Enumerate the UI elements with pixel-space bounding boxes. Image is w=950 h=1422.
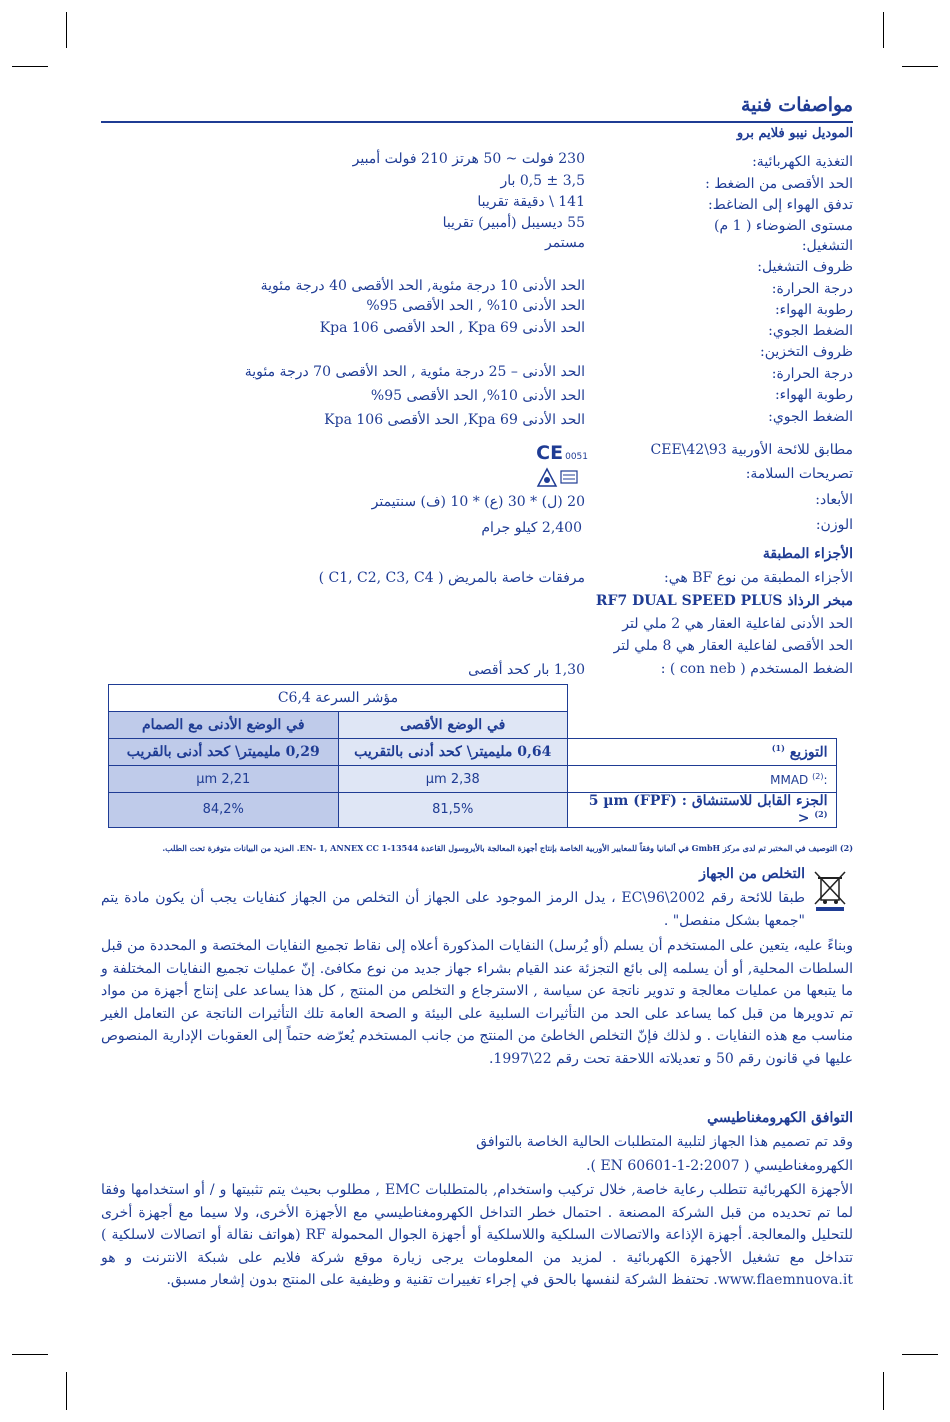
row-label (568, 739, 837, 766)
spec-value: الحد الأدنى Kpa 69, الحد الأقصى Kpa 106 (324, 412, 585, 428)
footnote: (2) التوصيف في المختبر تم لدى مركز GmbH في ألمانيا وفقاً للمعايير الأوربية الخاصة بإنتاج أجهزة المعالجة بالأيروسول القاعدة 13544-1 EN- 1, ANNEX CC. المزيد من البيانات متوفرة تحت الطلب. (162, 843, 853, 853)
safety-label: تصريحات السلامة: (745, 466, 853, 482)
table-row (109, 739, 837, 766)
nebulizer-spec-table (108, 684, 837, 828)
spec-label: رطوبة الهواء: (774, 387, 853, 403)
nebulizer-heading: مبخر الرذاذ RF7 DUAL SPEED PLUS (595, 593, 853, 609)
disposal-heading: التخلص من الجهاز (699, 866, 805, 882)
row-footnote-ref: (2) (812, 771, 824, 781)
row-label (568, 766, 837, 793)
spec-label: التشغيل: (801, 238, 853, 254)
spec-label: الضغط الجوي: (768, 409, 853, 425)
spec-value: 3,5 ± 0,5 بار (500, 173, 585, 189)
spec-label: الضغط الجوي: (768, 323, 853, 339)
spec-value: الحد الأدنى 10 درجة مئوية, الحد الأقصى 40 درجة مئوية (260, 278, 585, 294)
spec-value: الحد الأدنى 10%, الحد الأقصى 95% (370, 388, 585, 404)
spec-value: 230 فولت ~ 50 هرتز 210 فولت أمبير (352, 151, 585, 167)
table-empty-cell (568, 712, 837, 739)
cell-min: 0,29 مليميتر\ كحد أدنى بالقريب (109, 739, 339, 766)
table-row (109, 793, 837, 828)
page-title: مواصفات فنية (740, 94, 853, 116)
spec-value: 55 ديسيبل (أمبير) تقريبا (442, 215, 585, 231)
pressure-value: 1,30 بار كحد أقصى (468, 662, 585, 678)
emc-paragraph-2: الكهرومغناطيسي ( EN 60601-1-2:2007 ). (586, 1158, 853, 1174)
cell-max: 81,5% (338, 793, 568, 828)
conformity-label: مطابق للائحة الأوربية CEE\42\93 (650, 442, 853, 458)
disposal-paragraph-1: طبقا للائحة رقم 2002\96\EC ، يدل الرمز الموجود على الجهاز أن التخلص من الجهاز كنفايات يجب أن يكون مادة يتم "جمعها بشكل منفصل" . (101, 890, 805, 929)
row-label-text: الجزء القابل للاستنشاق : (FPF) 5 µm > (588, 793, 828, 827)
column-header-min: في الوضع الأدنى مع الصمام (109, 712, 339, 739)
ce-number: 0051 (565, 452, 588, 462)
spec-label: درجة الحرارة: (771, 366, 853, 382)
pressure-label: الضغط المستخدم ( con neb ) : (660, 661, 853, 677)
weight-value: 2,400 كيلو جرام (481, 520, 582, 536)
spec-value: الحد الأدنى 10% , الحد الأقصى 95% (366, 298, 585, 314)
spec-label: التغذية الكهربائية: (752, 154, 853, 170)
title-rule (101, 121, 853, 123)
weight-label: الوزن: (815, 517, 853, 533)
max-fill: الحد الأقصى لفاعلية العقار هي 8 ملي لتر (613, 638, 853, 654)
dimensions-value: 20 (ل) * 30 (ع) * 10 (ف) سنتيمتر (371, 494, 585, 510)
ce-mark: CE (536, 442, 564, 464)
row-label-text: :MMAD (770, 772, 828, 787)
spec-label: درجة الحرارة: (771, 281, 853, 297)
applied-parts-heading: الأجزاء المطبقة (762, 546, 853, 562)
row-label-text: التوزيع (789, 744, 828, 761)
applied-parts-label: الأجزاء المطبقة من نوع BF هي: (664, 570, 853, 586)
min-fill: الحد الأدنى لفاعلية العقار هي 2 ملي لتر (622, 616, 853, 632)
safety-certification-icon (535, 466, 585, 488)
speed-header: مؤشر السرعة C6,4 (109, 685, 568, 712)
spec-label: ظروف التخزين: (759, 344, 853, 360)
cell-min: 84,2% (109, 793, 339, 828)
applied-parts-value: مرفقات خاصة بالمريض ( C1, C2, C3, C4 ) (318, 570, 585, 586)
spec-value: مستمر (544, 235, 585, 251)
row-footnote-ref: (2) (814, 809, 828, 819)
spec-label: مستوى الضوضاء ( 1 م) (714, 218, 853, 234)
spec-value: 141 \ دقيقة تقريبا (477, 194, 585, 210)
disposal-paragraph-2: وبناءً عليه، يتعين على المستخدم أن يسلم (أو يُرسل) النفايات المذكورة أعلاه إلى نقاط تجميع النفايات المختصة و المحددة من قبل السلطات المحلية, أو أن يسلمه إلى بائع التجزئة عند القيام بشراء جهاز جديد من نوع مكافئ. إنّ عمليات تجميع النفايات المختلفة و ما يتبعها من عمليات معالجة و تدوير ناتجة عن سياسة , الاسترجاع و التخلص من المنتج , كل هذا يساعد على إنتاج أجهزة من مواد تم تدويرها من قبل كما يساعد على الحد من التأثيرات السلبية على البيئة و الصحة العامة تلك التأثيرات الناتجة عن التعامل الغير مناسب مع هذه النفايات . و لذلك فإنّ التخلص الخاطئ من المنتج من جانب المستخدم يُعرّضه حتماً إلى العقوبات الإدارية المنصوص عليها في قانون رقم 50 و تعديلاته اللاحقة تحت رقم 22\1997. (101, 938, 853, 1067)
spec-value: الحد الأدنى Kpa 69 , الحد الأقصى Kpa 106 (319, 320, 585, 336)
cell-max: 0,64 مليميتر\ كحد أدنى بالتقريب (338, 739, 568, 766)
cell-max: 2,38 µm (338, 766, 568, 793)
crossed-bin-icon (813, 870, 847, 912)
spec-label: تدفق الهواء إلى الضاغط: (708, 197, 853, 213)
spec-value: الحد الأدنى – 25 درجة مئوية , الحد الأقصى 70 درجة مئوية (244, 364, 585, 380)
table-empty-cell (568, 685, 837, 712)
spec-label: الحد الأقصى من الضغط : (705, 176, 853, 192)
row-label (568, 793, 837, 828)
ce-mark-icon (536, 442, 588, 464)
table-row (109, 766, 837, 793)
emc-heading: التوافق الكهرومغناطيسي (707, 1110, 853, 1126)
model-name: الموديل نيبو فلايم برو (736, 126, 853, 141)
emc-paragraph-1: وقد تم تصميم هذا الجهاز لتلبية المتطلبات الحالية الخاصة بالتوافق (476, 1134, 853, 1150)
emc-paragraph-3: الأجهزة الكهربائية تتطلب رعاية خاصة, خلال تركيب واستخدام, بالمتطلبات EMC , مطلوب بحيث يتم تثبيتها و / أو استخدامها وفقا لما تم تحديده من قبل الشركة المصنعة . احتمال خطر التداخل الكهرومغناطيسي مع الأجهزة الأخرى، ولا سيما مع أجهزة أخرى للتحليل والمعالجة. أجهزة الإذاعة والاتصالات السلكية واللاسلكية أو أجهزة الجوال المحمولة RF (هواتف نقالة أو اتصالات لاسلكية ) تتداخل مع تشغيل الأجهزة الكهربائية . لمزيد من المعلومات يرجى زيارة موقع شركة فلايم على شبكة الانترنت و هو www.flaemnuova.it. تحتفظ الشركة لنفسها بالحق في إجراء تغييرات تقنية و وظيفية على المنتج بدون إشعار مسبق. (101, 1182, 854, 1288)
cell-min: 2,21 µm (109, 766, 339, 793)
row-footnote-ref: (1) (771, 743, 785, 754)
spec-label: رطوبة الهواء: (774, 302, 853, 318)
column-header-max: في الوضع الأقصى (338, 712, 568, 739)
dimensions-label: الأبعاد: (815, 492, 853, 508)
spec-label: ظروف التشغيل: (757, 259, 853, 275)
